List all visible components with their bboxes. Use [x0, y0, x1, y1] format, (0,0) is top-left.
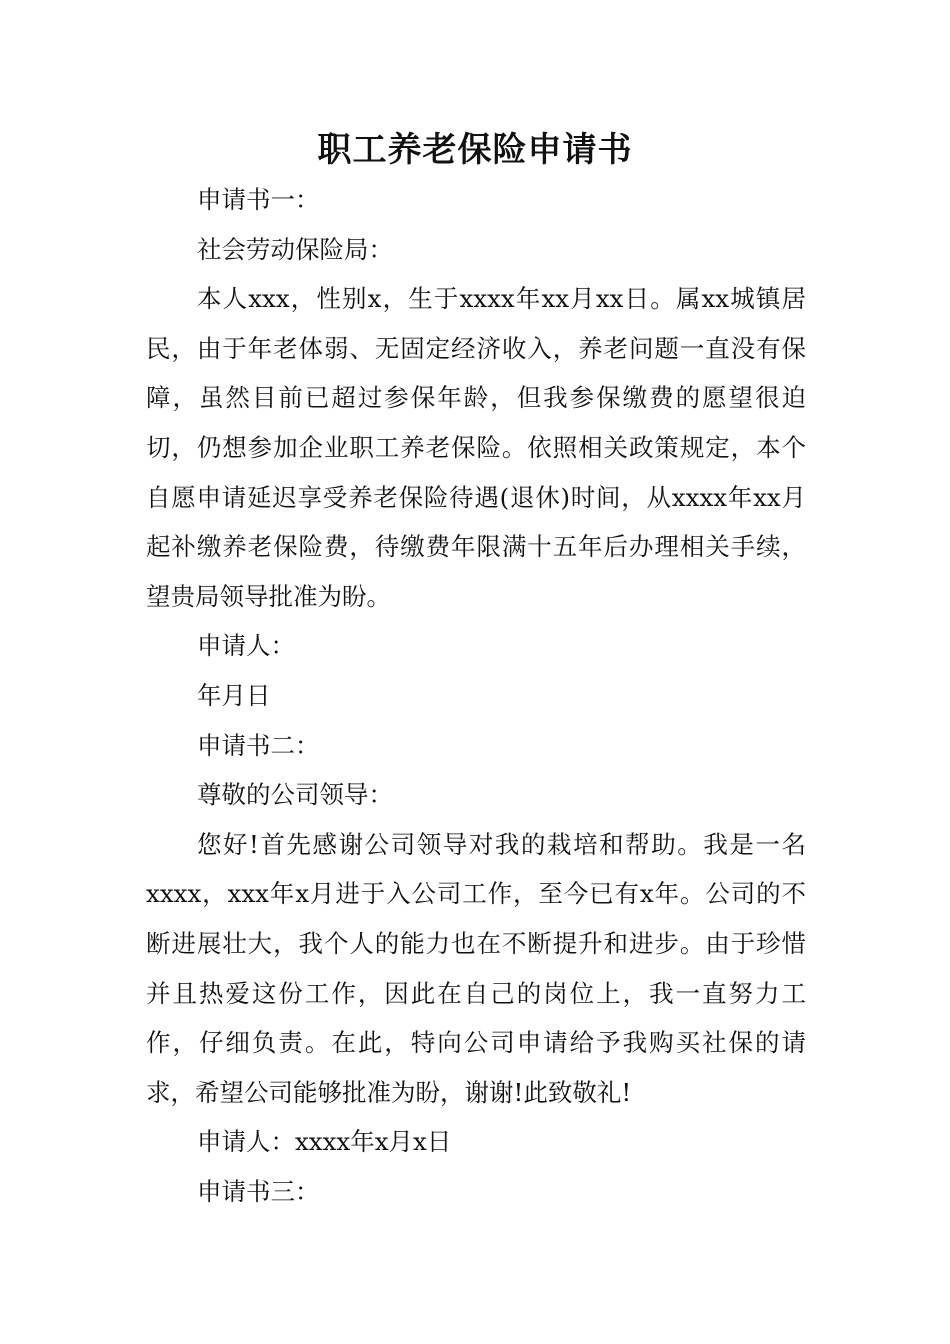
date-line-1: 年月日 — [196, 680, 271, 710]
salutation-1: 社会劳动保险局： — [196, 234, 393, 264]
signature-line-2: 申请人：xxxx年x月x日 — [196, 1127, 452, 1157]
section-heading-3: 申请书三： — [196, 1176, 320, 1206]
section-heading-2: 申请书二： — [196, 730, 320, 760]
document-title: 职工养老保险申请书 — [317, 130, 633, 170]
body-paragraph-2: 您好!首先感谢公司领导对我的栽培和帮助。我是一名xxxx，xxx年x月进于入公司工作，至今已有x年。公司的不断进展壮大，我个人的能力也在不断提升和进步。由于珍惜并且热爱这份工作，因此在自己的岗位上，我一直努力工作，仔细负责。在此，特向公司申请给予我购买社保的请求，希望公司能够批准为盼，谢谢!此致敬礼! — [146, 829, 806, 1107]
body-paragraph-1: 本人xxx，性别x，生于xxxx年xx月xx日。属xx城镇居民，由于年老体弱、无固定经济收入，养老问题一直没有保障，虽然目前已超过参保年龄，但我参保缴费的愿望很迫切，仍想参加企业职工养老保险。依照相关政策规定，本个自愿申请延迟享受养老保险待遇(退休)时间，从xxxx年xx月起补缴养老保险费，待缴费年限满十五年后办理相关手续，望贵局领导批准为盼。 — [146, 284, 806, 611]
document-body — [146, 175, 806, 1216]
signature-label-1: 申请人： — [196, 631, 295, 661]
section-heading-1: 申请书一： — [196, 185, 320, 214]
salutation-2: 尊敬的公司领导： — [196, 780, 393, 810]
